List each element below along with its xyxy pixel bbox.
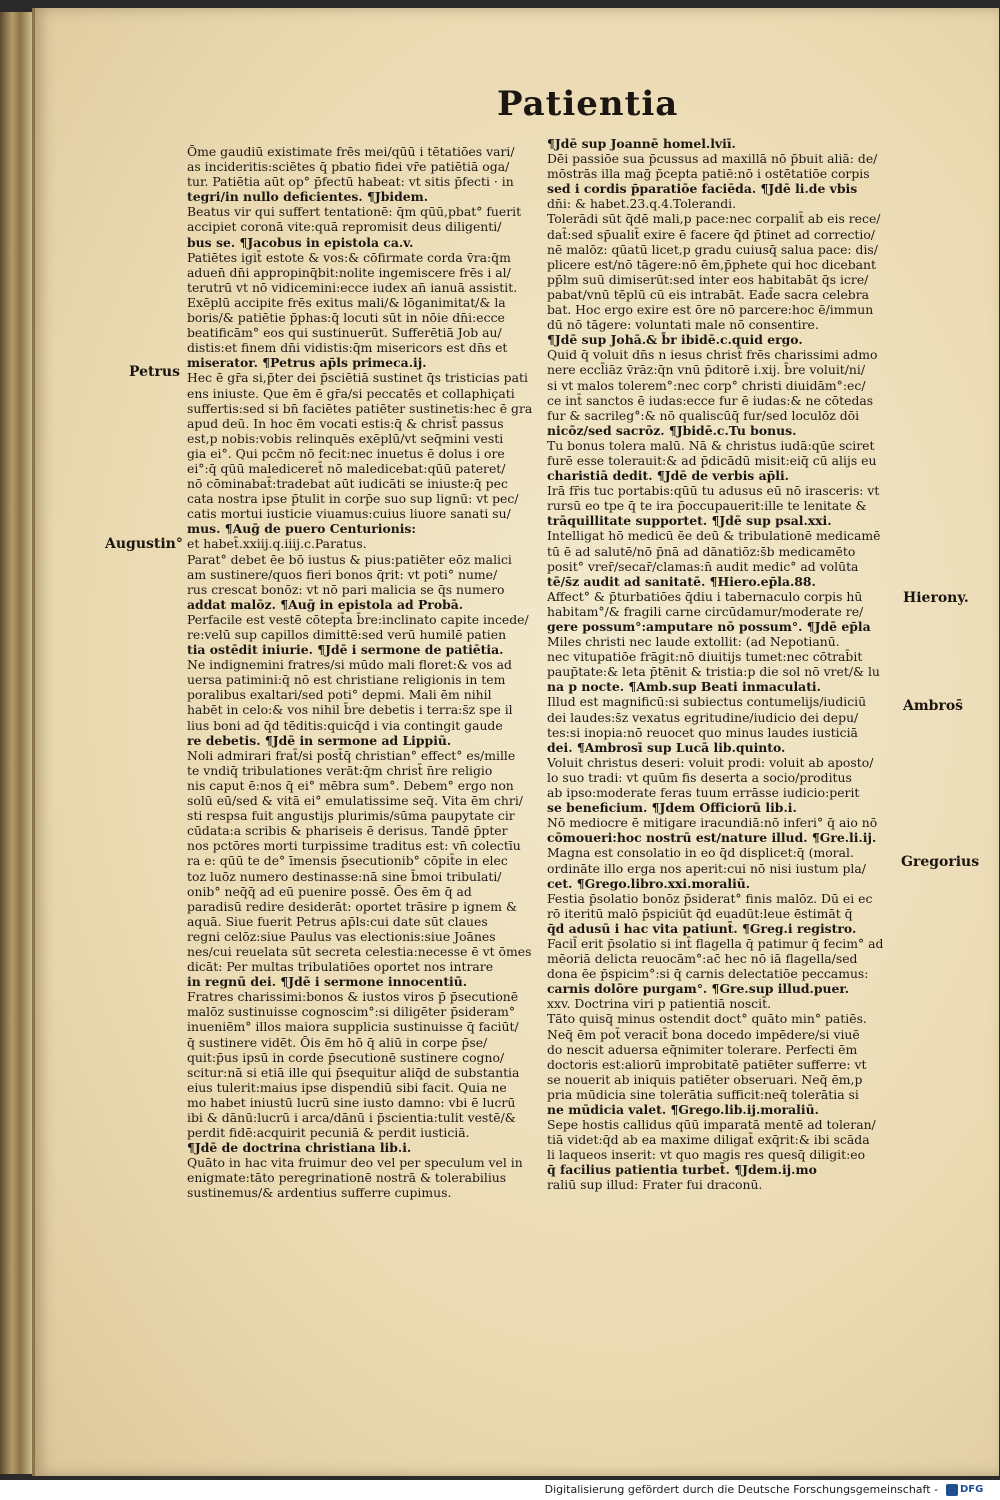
funding-notice: Digitalisierung gefördert durch die Deutsche Forschungsgemeinschaft - — [544, 1483, 938, 1496]
text-line: tū ē ad salutē/nō p̄nā ad dānatiōz:s̄b medicamēto — [547, 543, 856, 559]
left-text-column — [187, 144, 547, 1201]
text-line: cata nostra ipse p̄tulit in corp̄e suo sup lignū: vt pec/ — [187, 491, 519, 507]
text-line: Facil̄ erit p̄solatio si int̄ flagella q̄ patimur q̄ fecim° ad — [547, 935, 884, 951]
text-line: nec vitupatiōe frāgit:nō diuitijs tumet:nec cōtrab̄it — [547, 649, 863, 665]
text-line: bus se. ¶Jacobus in epistola ca.v. — [187, 234, 414, 250]
text-line: pp̄lm suū dimiserūt:sed inter eos habitabāt q̄s icre/ — [547, 271, 869, 287]
text-line: nē malōz: qūatū licet,p gradu cuiusq̄ salua pace: dis/ — [547, 241, 878, 257]
text-line: paradisū redire desiderāt: oportet trāsire p ignem & — [187, 898, 518, 914]
text-line: trāquillitate supportet. ¶Jdē sup psal.xxi. — [547, 513, 832, 529]
text-line: Hec ē gr̄a si,p̄ter dei p̄sciētiā sustinet q̄s tristicias pati — [187, 370, 528, 386]
text-line: Voluit christus deseri: voluit prodi: voluit ab aposto/ — [547, 754, 874, 770]
text-line: ce int̄ sanctos ē iudas:ecce fur ē iudas:& ne cōtedas — [547, 392, 874, 408]
dfg-logo — [946, 1482, 992, 1497]
text-line: est,p nobis:vobis relinquēs exēplū/vt seq̄mini vesti — [187, 430, 504, 446]
book-page-edges — [0, 12, 35, 1474]
margin-note-ambros: Ambros̄ — [903, 698, 964, 714]
text-line: re:velū sup capillos dimittē:sed verū humilē patien — [187, 627, 507, 642]
text-line: Nō mediocre ē mitigare iracundiā:nō inferi° q̄ aio nō — [547, 815, 878, 831]
text-line: ab ipso:moderate feras tuum errāsse iudicio:perit — [547, 785, 860, 801]
text-line: na p nocte. ¶Amb.sup Beati inmaculati. — [547, 679, 821, 695]
text-line: malōz sustinuisse cognoscim°:si diligēter p̄sideram° — [187, 1004, 516, 1020]
text-line: Perfacile est vestē cōtept̄a b̄re:inclinato capite incede/ — [187, 611, 529, 627]
text-line: as incideritis:sciētes q̄ pbatio fidei vr̄e patiētiā oga/ — [187, 159, 510, 175]
text-line: ra e: qūū te de° īmensis p̄secutionib° cōpit̄e in elec — [187, 853, 508, 869]
text-line: habitam°/& fragili carne circūdamur/moderate re/ — [547, 603, 864, 619]
dfg-logo-text: DFG — [960, 1484, 984, 1495]
text-line: si vt malos tolerem°:nec corp° christi diuidām°:ec/ — [547, 377, 866, 393]
book-page — [32, 8, 999, 1476]
text-line: nos pctōres morti turpissime traditus est: vn̄ colectīu — [187, 838, 521, 854]
text-line: ens iniuste. Que ēm ē gr̄a/si peccatēs et collaphiçati — [187, 385, 515, 401]
text-line: ne mūdicia valet. ¶Grego.lib.ij.moraliū. — [547, 1102, 819, 1117]
text-line: nis caput ē:nos q̄ ei° mēbra sum°. Debem° ergo non — [187, 777, 514, 793]
text-line: tegri/in nullo deficientes. ¶Jbidem. — [187, 189, 429, 205]
text-line: uersa patimini:q̄ nō est christiane religionis in tem — [187, 672, 506, 688]
text-line: li laqueos inserit: vt quo magis res quesq̄ diligit:eo — [547, 1147, 866, 1163]
text-line: plicere est/nō tāgere:nō ēm,p̄phete qui hoc dicebant — [547, 256, 877, 272]
text-line: pria mūdicia sine tolerātia sufficit:neq̄ tolerātia si — [547, 1086, 859, 1102]
text-line: mo habet iniustū lucrū sine iusto damno: vbi ē lucrū — [187, 1094, 516, 1110]
text-line: Exēplū accipite frēs exitus mali/& lōganimitat/& la — [187, 294, 506, 310]
text-line: Dēi passiōe sua p̄cussus ad maxillā nō p̄buit aliā: de/ — [547, 151, 878, 167]
text-line: am sustinere/quos fieri bonos q̄rit: vt poti° nume/ — [187, 566, 498, 582]
text-line: addat malōz. ¶Auḡ in epistola ad Probā. — [187, 596, 464, 612]
text-line: inueniēm° illos maiora supplicia sustinuisse q̄ faciūt/ — [187, 1019, 519, 1035]
text-line: cūdata:a scribis & phariseis ē derisus. Tandē p̄pter — [187, 823, 508, 839]
text-line: Tāto quisq̄ minus ostendit doct° quāto min° patiēs. — [547, 1011, 867, 1027]
text-line: ordināte illo erga nos aperit:cui nō nisi iustum pla/ — [547, 860, 866, 876]
text-line: do nescit aduersa eq̄nimiter tolerare. Perfecti ēm — [547, 1041, 858, 1057]
text-line: terutrū vt nō vidicemini:ecce iudex an̄ ianuā assistit. — [187, 279, 518, 295]
text-line: paup̄tate:& leta p̄tēnit & tristia:p die sol nō vret/& lu — [547, 664, 880, 680]
text-line: tia ostēdit iniurie. ¶Jdē i sermone de patiētia. — [187, 642, 504, 658]
text-line: gia ei°. Qui pcc̄m nō fecit:nec inuetus ē dolus i ore — [187, 445, 505, 461]
text-line: lo suo tradi: vt quūm fis deserta a socio/proditus — [547, 769, 852, 785]
text-line: regni celōz:siue Paulus vas electionis:siue Joānes — [187, 928, 496, 944]
text-line: charistiā dedit. ¶Jdē de verbis ap̄li. — [547, 468, 789, 484]
margin-note-hierony: Hierony. — [903, 590, 969, 606]
text-line: Ōme gaudiū existimate frēs mei/qūū i tētatiōes vari/ — [187, 144, 515, 159]
text-line: Parat° debet ēe bō iustus & pius:patiēter eōz malici — [187, 551, 512, 567]
text-line: onib° neq̄q̄ ad eū puenire possē. Ōes ēm q̄ ad — [187, 883, 472, 899]
text-line: Illud est magnificū:si subiectus contumelijs/iudiciū — [547, 694, 867, 710]
text-line: ibi & dānū:lucrū i arca/dānū i p̄scientia:tulit vestē/& — [187, 1110, 516, 1125]
margin-note-augustin: Augustin° — [105, 536, 183, 552]
text-line: nes/cui reuelata sūt secreta celestia:necesse ē vt ōmes — [187, 943, 532, 959]
text-line: solū eū/sed & vitā ei° emulatissime seq̄. Vita ēm chri/ — [187, 793, 523, 809]
text-line: toz luōz numero destinasse:nā sine b̄moi tribulati/ — [187, 868, 502, 884]
text-line: te vndiq̄ tribulationes verāt:q̄m christ̄ n̄re religio — [187, 762, 493, 778]
text-line: doctoris est:aliorū improbitatē patiēter sufferre: vt — [547, 1056, 867, 1072]
text-line: quit:p̄us ipsū in corde p̄secutionē sustinere cogno/ — [187, 1049, 505, 1065]
text-line: Neq̄ ēm pot̄ veracit̄ bona docedo impēdere/si viuē — [547, 1026, 860, 1042]
text-line: q̄ sustinere vidēt. Ōis ēm hō q̄ aliū in corpe p̄se/ — [187, 1034, 488, 1050]
text-line: tes:si inopia:nō reuocet quo minus laudes iusticiā — [547, 724, 858, 740]
text-line: accipiet coronā vite:quā repromisit deus diligenti/ — [187, 219, 502, 235]
text-line: beatificām° eos qui sustinuerūt. Sufferētiā Job au/ — [187, 325, 502, 341]
text-line: tiā videt:q̄d ab ea maxime diligat̄ exq̄rit:& ibi scāda — [547, 1132, 870, 1148]
text-line: dat̄:sed sp̄ualit̄ exire ē facere q̄d p̄tinet ad correctio/ — [547, 226, 875, 242]
right-text-column — [547, 136, 925, 1193]
text-line: mōstrās illa maḡ p̄cepta patiē:nō i ostētatiōe corpis — [547, 166, 870, 182]
text-line: xxv. Doctrina viri p patientiā noscit̄. — [547, 996, 772, 1012]
text-line: catis mortui iusticie viuamus:cuius liuore sanati su/ — [187, 506, 511, 522]
text-line: rursū eo tpe q̄ te ira p̄occupauerit:ille te lenitate & — [547, 498, 867, 514]
text-line: tur. Patiētia aūt op° p̄fectū habeat: vt sitis p̄fecti · in — [187, 174, 514, 190]
text-line: dicāt: Per multas tribulatiōes oportet nos intrare — [187, 959, 494, 975]
text-line: bat. Hoc ergo exire est ōre nō parcere:hoc ē/immun — [547, 302, 874, 318]
text-line: Quāto in hac vita fruimur deo vel per speculum vel in — [187, 1155, 523, 1171]
text-line: Sepe hostis callidus qūū imparatā mentē ad toleran/ — [547, 1117, 876, 1133]
text-line: nicōz/sed sacrōz. ¶Jbidē.c.Tu bonus. — [547, 422, 797, 438]
text-line: gere possum°:amputare nō possum°. ¶Jdē ep̄la — [547, 619, 871, 634]
text-line: q̄d adusū i hac vita patiunt̄. ¶Greg.i registro. — [547, 920, 857, 936]
text-line: re debetis. ¶Jdē in sermone ad Lippiū. — [187, 732, 452, 748]
text-line: cet. ¶Grego.libro.xxi.moraliū. — [547, 875, 751, 891]
page-title: Patientia — [497, 84, 679, 124]
text-line: fur & sacrileg°:& nō qualiscūq̄ fur/sed loculōz dōi — [547, 407, 860, 423]
text-line: posit° vrer̄/secar̄/clamas:n̄ audit medic° ad volūta — [547, 558, 859, 574]
text-line: tē/s̄z audit ad sanitatē. ¶Hiero.ep̄la.88. — [547, 573, 816, 589]
text-line: habēt in celo:& vos nihil b̄re debetis i terra:s̄z spe il — [187, 702, 513, 718]
text-line: Affect° & p̄turbatiōes q̄diu i tabernaculo corpis hū — [547, 588, 863, 604]
text-line: sti respsa fuit angustijs plurimis/sūma paupytate cir — [187, 808, 515, 824]
text-line: et habet̄.xxiij.q.iiij.c.Paratus. — [187, 536, 367, 552]
text-line: Miles christi nec laude extollit: (ad Nepotianū. — [547, 634, 840, 650]
text-line: Patiētes igit̄ estote & vos:& cōfirmate corda v̄ra:q̄m — [187, 249, 511, 265]
text-line: rus crescat bonōz: vt nō pari malicia se q̄s numero — [187, 581, 505, 597]
text-line: dei laudes:s̄z vexatus egritudine/iudicio dei depu/ — [547, 709, 859, 725]
text-line: raliū sup illud: Frater fui draconū. — [547, 1177, 763, 1193]
text-line: suffertis:sed si bn̄ faciētes patiēter sustinetis:hec ē gra — [187, 400, 533, 416]
margin-note-gregorius: Gregorius — [901, 854, 980, 870]
text-line: dona ēe p̄spicim°:si q̄ carnis delectatiōe peccamus: — [547, 966, 869, 982]
text-line: poralibus exaltari/sed poti° depmi. Mali ēm nihil — [187, 687, 492, 703]
text-line: sed i cordis p̄paratiōe faciēda. ¶Jdē li.de vbis — [547, 181, 858, 197]
text-line: rō iteritū malō p̄spiciūt q̄d euadūt:leue ēstimāt q̄ — [547, 905, 853, 921]
text-line: boris/& patiētie p̄phas:q̄ locuti sūt in nōie dn̄i:ecce — [187, 310, 505, 326]
text-line: eius tulerit:maius ipse dispendiū sibi facit. Quia ne — [187, 1079, 507, 1095]
text-line: in regnū dei. ¶Jdē i sermone innocentiū. — [187, 974, 468, 990]
text-line: Beatus vir qui suffert tentationē: q̄m qūū,pbat° fuerit — [187, 204, 522, 220]
text-line: perdit fidē:acquirit pecuniā & perdit iusticiā. — [187, 1125, 470, 1141]
margin-note-petrus: Petrus — [129, 364, 180, 380]
text-line: aduen̄ dn̄i appropinq̄bit:nolite ingemiscere frēs i al/ — [187, 264, 511, 280]
text-line: distis:et finem dn̄i vidistis:q̄m misericors est dn̄s et — [187, 340, 508, 356]
text-line: sustinemus/& ardentius sufferre cupimus. — [187, 1185, 452, 1201]
text-line: Intelligat hō medicū ēe deū & tribulationē medicamē — [547, 528, 881, 544]
text-line: lius boni ad q̄d tēditis:quicq̄d i via contingit gaude — [187, 717, 503, 733]
text-line: ¶Jdē sup Johā.& b̄r ibidē.c.quid ergo. — [547, 332, 803, 348]
dfg-logo-icon — [946, 1484, 958, 1496]
text-line: se beneficium. ¶Jdem Officiorū lib.i. — [547, 800, 797, 816]
text-line: scitur:nā si etiā ille qui p̄sequitur aliq̄d de substantia — [187, 1064, 520, 1080]
text-line: aquā. Siue fuerit Petrus ap̄ls:cui date sūt claues — [187, 913, 488, 929]
text-line: miserator. ¶Petrus ap̄ls primeca.ij. — [187, 355, 427, 371]
text-line: Ne indignemini fratres/si mūdo mali floret:& vos ad — [187, 657, 512, 673]
text-line: nere eccl̄iāz v̄rāz:q̄n vnū p̄ditorē i.xij. b̄re voluit/ni/ — [547, 362, 866, 378]
text-line: dei. ¶Ambrosī sup Lucā lib.quinto. — [547, 739, 786, 755]
text-line: ei°:q̄ qūū malediceret̄ nō maledicebat:qūū pateret/ — [187, 460, 506, 476]
text-line: pabat/vnū tēplū cū eis intrabāt. Ead̄e sacra celebra — [547, 286, 870, 302]
text-line: nō cōminabat̄:tradebat aūt iudicāti se iniuste:q̄ pec — [187, 476, 508, 492]
text-line: Quid q̄ voluit dn̄s n iesus christ̄ frēs charissimi admo — [547, 347, 878, 363]
text-line: mus. ¶Auḡ de puero Centurionis: — [187, 521, 416, 537]
text-line: enigmate:tāto peregrinationē nostrā & tolerabilius — [187, 1170, 507, 1186]
text-line: Festia p̄solatio bonōz p̄siderat° finis malōz. Dū ei ec — [547, 890, 873, 906]
text-line: carnis dolōre purgam°. ¶Gre.sup illud.puer. — [547, 981, 850, 997]
text-line: Magna est consolatio in eo q̄d displicet:q̄ (moral. — [547, 845, 854, 861]
text-line: ¶Jdē de doctrina christiana lib.i. — [187, 1140, 412, 1156]
text-line: se nouerit ab iniquis patiēter obseruari. Neq̄ ēm,p — [547, 1071, 863, 1087]
text-line: mēoriā delicta reuocām°:ac̄ hec nō iā flagella/sed — [547, 951, 858, 967]
text-line: apud deū. In hoc ēm vocati estis:q̄ & christ̄ passus — [187, 415, 504, 431]
text-line: Tu bonus tolera malū. Nā & christus iudā:qūe sciret — [547, 437, 875, 453]
text-line: Fratres charissimi:bonos & iustos viros p̄ p̄secutionē — [187, 989, 519, 1005]
text-line: Tolerādi sūt q̄dē mali,p pace:nec corpalit̄ ab eis rece/ — [547, 211, 881, 227]
text-line: Irā fr̄is tuc portabis:qūū tu adusus eū nō irasceris: vt — [547, 483, 880, 499]
text-line: ¶Jdē sup Joannē homel.lviī. — [547, 136, 736, 151]
text-line: dū nō tāgere: voluntati male nō consentire. — [547, 317, 819, 333]
text-line: q̄ facilius patientia turbet̄. ¶Jdem.ij.mo — [547, 1162, 817, 1178]
text-line: furē esse tolerauit:& ad p̄dicādū misit:eiq̄ cū alijs eu — [547, 452, 877, 468]
footer-bar — [0, 1480, 1000, 1500]
text-line: dn̄i: & habet.23.q.4.Tolerandi. — [547, 196, 737, 212]
text-line: Noli admirari frat̄/si post̄q̄ christian° effect° es/mille — [187, 747, 516, 763]
text-line: cōmoueri:hoc nostrū est/nature illud. ¶Gre.li.ij. — [547, 830, 877, 846]
